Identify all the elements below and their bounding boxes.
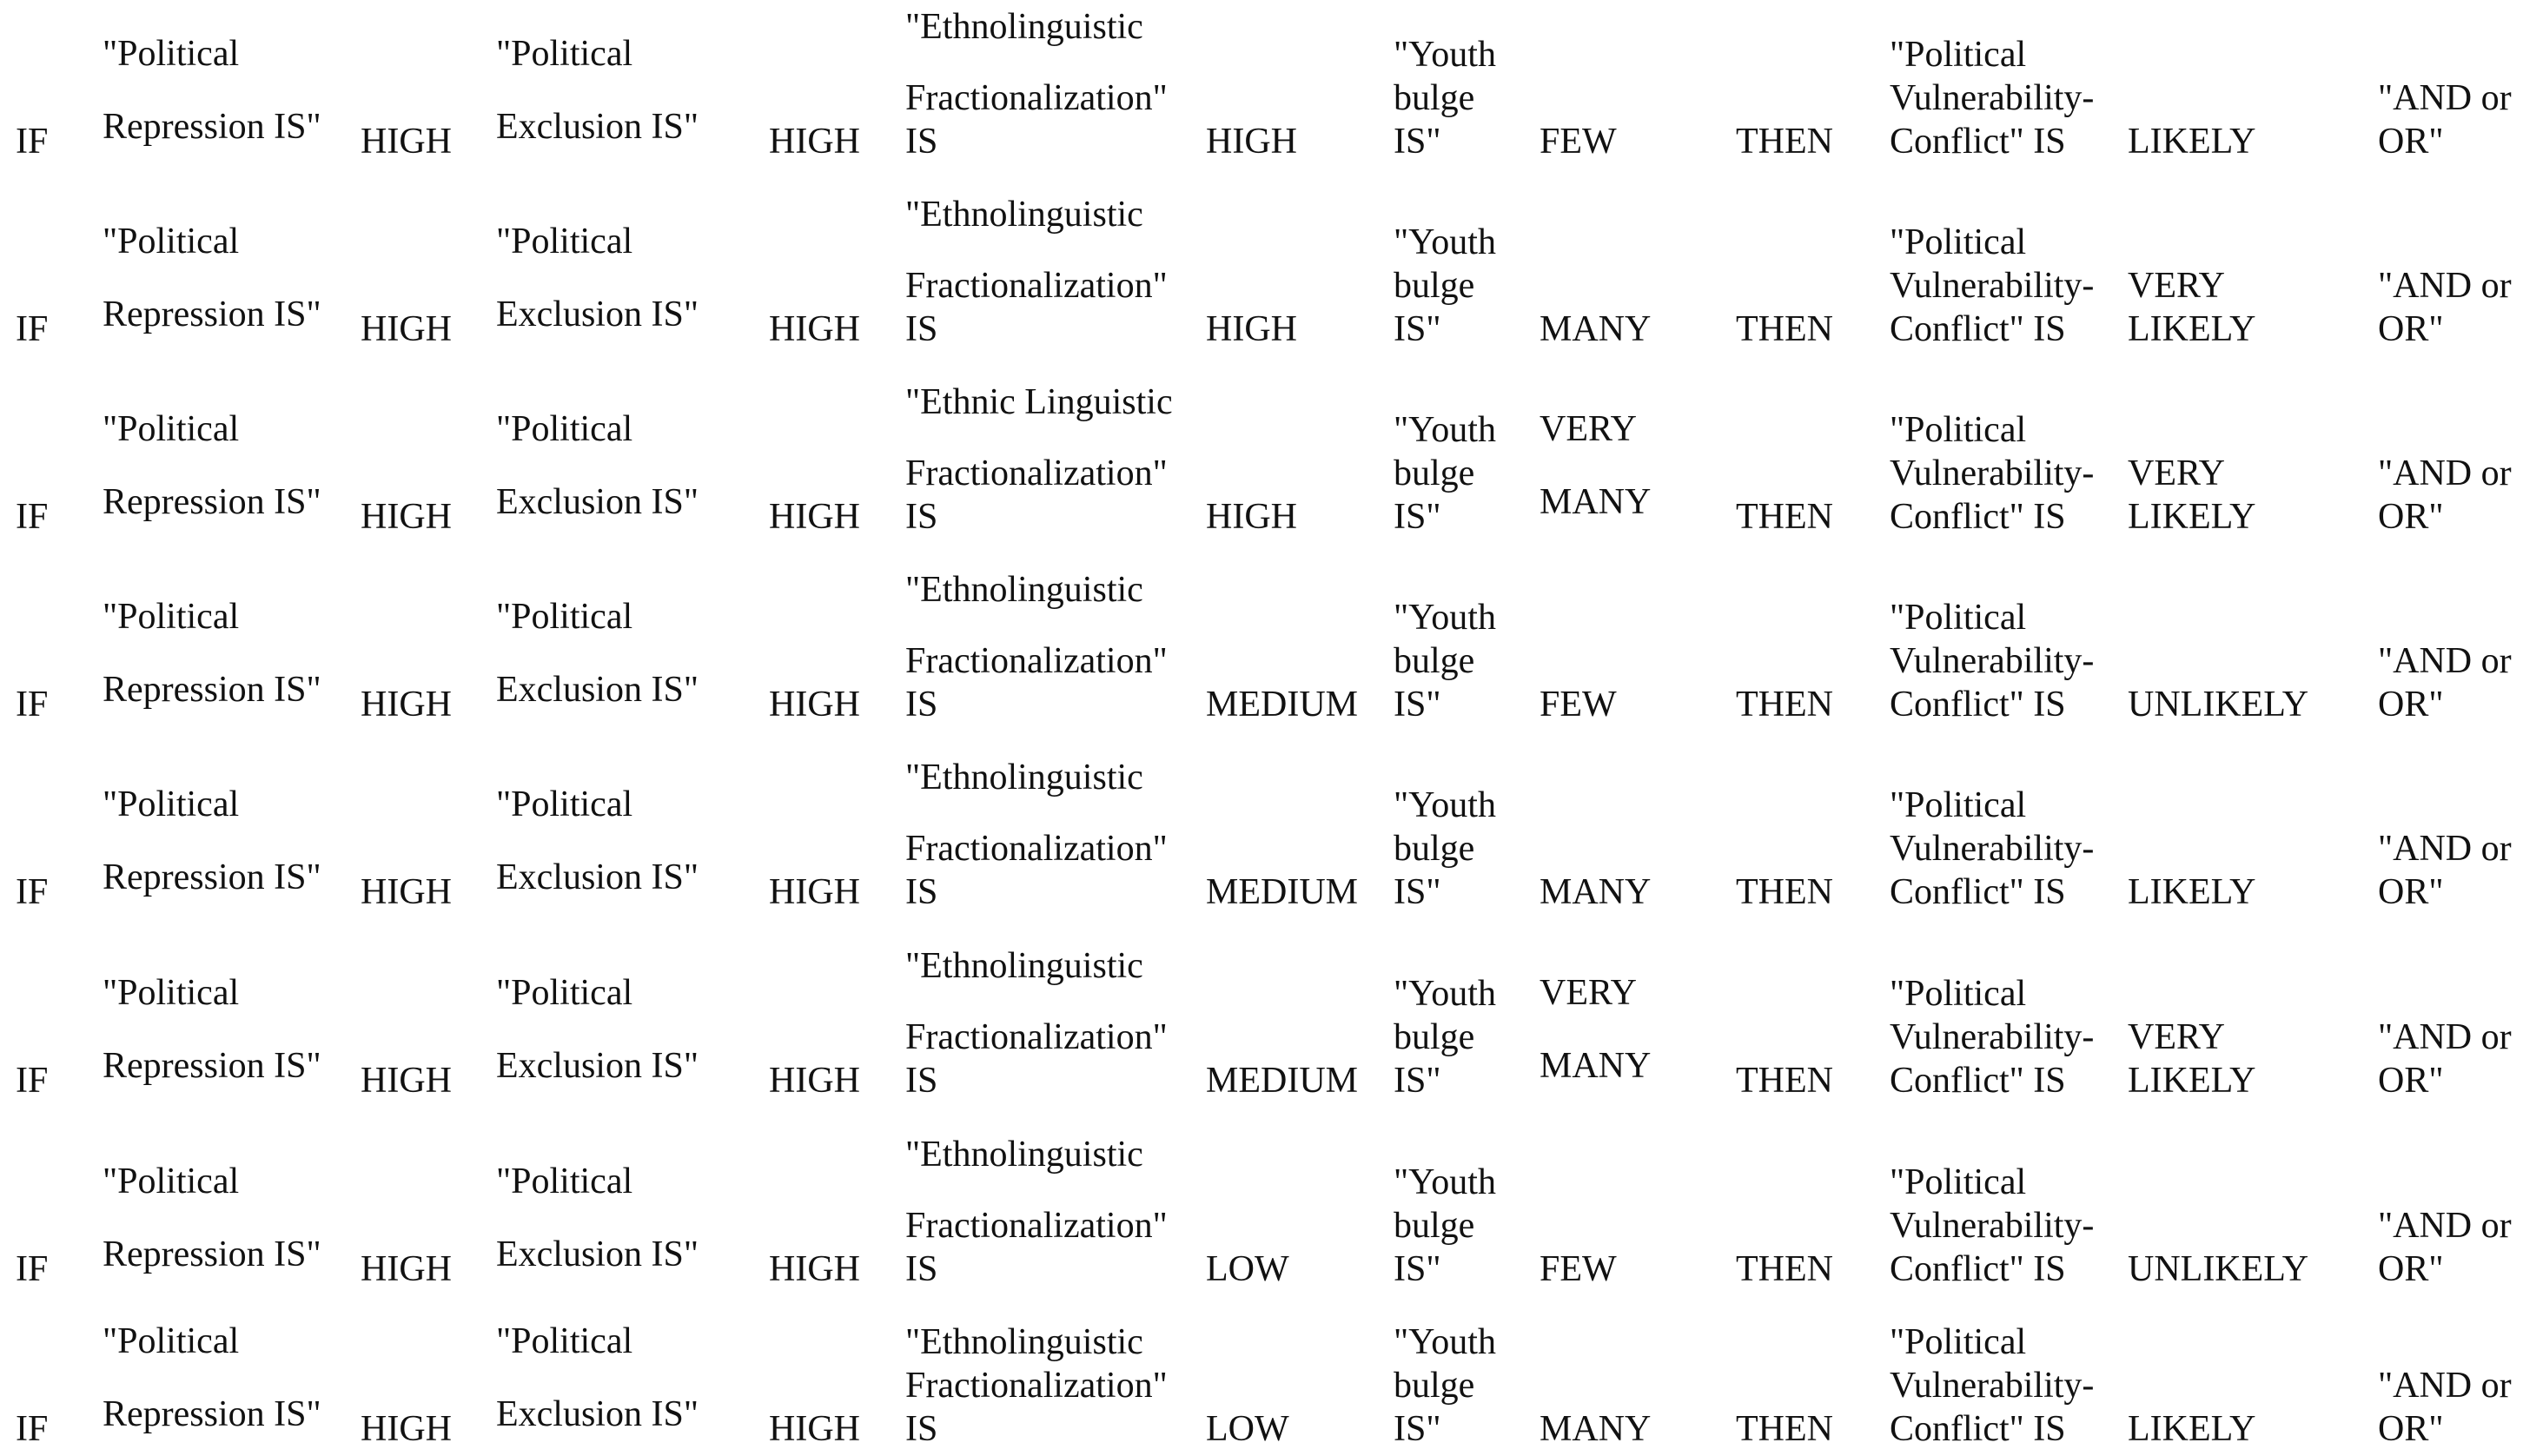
political-repression-label-line: Repression IS" [103,1234,321,1274]
then-keyword [1736,120,1833,163]
if-keyword [16,1059,48,1102]
political-vulnerability-conflict-label-line: Vulnerability- [1890,78,2095,118]
then-keyword-text: THEN [1736,1409,1833,1449]
political-repression-label-line: Repression IS" [103,670,321,710]
then-keyword [1736,495,1833,539]
youth-bulge-label-line: IS" [1394,497,1441,537]
then-keyword-text: THEN [1736,122,1833,162]
political-repression-label [103,205,321,351]
political-repression-label-line: "Political [103,222,240,261]
then-keyword [1736,1407,1833,1451]
ethnolinguistic-fractionalization-label-line: Fractionalization" [905,1206,1168,1246]
youth-bulge-label-line: "Youth [1394,222,1496,262]
ethnolinguistic-fractionalization-value-text: MEDIUM [1206,872,1358,912]
and-or-connector-line: OR" [2378,1409,2444,1449]
political-repression-label-line: Repression IS" [103,1394,321,1434]
youth-bulge-label [1394,1320,1496,1451]
political-repression-label-line: "Political [103,973,240,1013]
political-repression-value-text: HIGH [361,685,452,725]
youth-bulge-label-line: "Youth [1394,785,1496,825]
and-or-connector-line: "AND or [2378,1366,2512,1406]
ethnolinguistic-fractionalization-label [905,944,1168,1102]
political-vulnerability-conflict-label-line: "Political [1890,35,2027,75]
ethnolinguistic-fractionalization-label [905,193,1168,351]
youth-bulge-label-line: "Youth [1394,598,1496,638]
youth-bulge-label [1394,33,1496,163]
rule-row [0,1263,2523,1451]
youth-bulge-label [1394,408,1496,539]
political-vulnerability-conflict-value [2128,1407,2255,1451]
political-vulnerability-conflict-label [1890,784,2094,914]
political-exclusion-label [496,956,699,1102]
political-repression-label-line: "Political [103,1321,240,1361]
if-keyword-text: IF [16,1409,49,1449]
political-vulnerability-conflict-value-line: VERY [2128,266,2226,306]
and-or-connector [2378,264,2512,351]
political-exclusion-value [769,308,860,351]
political-vulnerability-conflict-label-line: Vulnerability- [1890,1017,2095,1057]
youth-bulge-value-line: MANY [1540,482,1652,522]
and-or-connector-line: "AND or [2378,453,2512,493]
ethnolinguistic-fractionalization-label-line: "Ethnic Linguistic [905,382,1173,422]
political-repression-label-line: Repression IS" [103,482,321,522]
political-repression-value [361,1059,452,1102]
then-keyword-text: THEN [1736,309,1833,349]
political-exclusion-label-line: "Political [496,409,633,449]
political-repression-value [361,683,452,726]
ethnolinguistic-fractionalization-label-line: "Ethnolinguistic [905,946,1143,986]
political-vulnerability-conflict-label-line: "Political [1890,410,2027,450]
youth-bulge-label-line: IS" [1394,122,1441,162]
ethnolinguistic-fractionalization-label-line: Fractionalization" [905,641,1168,681]
ethnolinguistic-fractionalization-value-text: LOW [1206,1409,1289,1449]
political-vulnerability-conflict-value-line: LIKELY [2128,497,2256,537]
political-vulnerability-conflict-label [1890,1320,2094,1451]
political-repression-label-line: "Political [103,409,240,449]
rule-row [0,351,2523,539]
youth-bulge-value-line: FEW [1540,685,1617,725]
political-exclusion-value-text: HIGH [769,872,860,912]
youth-bulge-value-line: FEW [1540,122,1617,162]
political-exclusion-value-text: HIGH [769,122,860,162]
youth-bulge-label-line: "Youth [1394,1162,1496,1202]
rule-row [0,163,2523,351]
ethnolinguistic-fractionalization-value [1206,1059,1358,1102]
political-vulnerability-conflict-value [2128,452,2255,539]
rule-row [0,726,2523,914]
ethnolinguistic-fractionalization-label-line: Fractionalization" [905,1017,1168,1057]
and-or-connector-line: OR" [2378,497,2444,537]
political-repression-label-line: "Political [103,1161,240,1201]
youth-bulge-value [1540,308,1651,351]
political-repression-value [361,308,452,351]
if-keyword-text: IF [16,122,49,162]
youth-bulge-label [1394,972,1496,1102]
political-repression-label-line: Repression IS" [103,295,321,334]
ethnolinguistic-fractionalization-value-text: HIGH [1206,122,1297,162]
political-vulnerability-conflict-value-line: VERY [2128,453,2226,493]
political-vulnerability-conflict-label-line: Conflict" IS [1890,1249,2066,1289]
ethnolinguistic-fractionalization-value [1206,870,1358,914]
ethnolinguistic-fractionalization-label-line: IS [905,1061,938,1101]
then-keyword-text: THEN [1736,497,1833,537]
ethnolinguistic-fractionalization-label-line: IS [905,1409,938,1449]
youth-bulge-label-line: IS" [1394,309,1441,349]
ethnolinguistic-fractionalization-label-line: IS [905,122,938,162]
political-exclusion-value-text: HIGH [769,1061,860,1101]
political-exclusion-label [496,580,699,726]
and-or-connector [2378,1016,2512,1102]
political-vulnerability-conflict-label-line: Vulnerability- [1890,1366,2095,1406]
political-exclusion-value [769,683,860,726]
political-exclusion-label-line: Exclusion IS" [496,295,699,334]
rule-row [0,539,2523,726]
political-vulnerability-conflict-label-line: Conflict" IS [1890,309,2066,349]
political-exclusion-value [769,120,860,163]
rule-row [0,915,2523,1102]
political-exclusion-label [496,768,699,914]
and-or-connector [2378,827,2512,914]
if-keyword-text: IF [16,872,49,912]
ethnolinguistic-fractionalization-value-text: HIGH [1206,309,1297,349]
rule-row [0,0,2523,163]
ethnolinguistic-fractionalization-label-line: "Ethnolinguistic [905,1135,1143,1175]
political-vulnerability-conflict-label [1890,33,2094,163]
political-exclusion-label [496,205,699,351]
and-or-connector [2378,1364,2512,1451]
political-exclusion-label-line: Exclusion IS" [496,857,699,897]
political-vulnerability-conflict-label-line: Vulnerability- [1890,266,2095,306]
political-exclusion-label-line: "Political [496,597,633,637]
political-exclusion-label-line: Exclusion IS" [496,107,699,147]
then-keyword [1736,683,1833,726]
youth-bulge-label-line: bulge [1394,829,1475,869]
and-or-connector [2378,76,2512,163]
if-keyword [16,1407,48,1451]
then-keyword [1736,870,1833,914]
if-keyword-text: IF [16,1061,49,1101]
and-or-connector [2378,452,2512,539]
political-repression-value-text: HIGH [361,1061,452,1101]
youth-bulge-label-line: IS" [1394,1409,1441,1449]
political-vulnerability-conflict-value-line: LIKELY [2128,1409,2256,1449]
political-repression-value-text: HIGH [361,872,452,912]
youth-bulge-value-line: FEW [1540,1249,1617,1289]
youth-bulge-label-line: bulge [1394,641,1475,681]
if-keyword [16,308,48,351]
youth-bulge-label [1394,221,1496,351]
political-vulnerability-conflict-value-line: UNLIKELY [2128,685,2309,725]
youth-bulge-label [1394,784,1496,914]
political-vulnerability-conflict-label-line: Vulnerability- [1890,829,2095,869]
and-or-connector-line: OR" [2378,1249,2444,1289]
political-vulnerability-conflict-value-line: VERY [2128,1017,2226,1057]
ethnolinguistic-fractionalization-label-line: "Ethnolinguistic [905,7,1143,47]
youth-bulge-label [1394,596,1496,726]
political-vulnerability-conflict-label-line: Vulnerability- [1890,641,2095,681]
youth-bulge-label-line: bulge [1394,1366,1475,1406]
ethnolinguistic-fractionalization-label-line: IS [905,1249,938,1289]
political-vulnerability-conflict-label-line: Vulnerability- [1890,453,2095,493]
political-exclusion-label [496,17,699,163]
and-or-connector-line: OR" [2378,309,2444,349]
political-exclusion-label-line: Exclusion IS" [496,670,699,710]
ethnolinguistic-fractionalization-value-text: LOW [1206,1249,1289,1289]
political-exclusion-value [769,1407,860,1451]
youth-bulge-label-line: IS" [1394,1249,1441,1289]
political-repression-value-text: HIGH [361,497,452,537]
youth-bulge-label-line: IS" [1394,1061,1441,1101]
ethnolinguistic-fractionalization-value-text: MEDIUM [1206,1061,1358,1101]
youth-bulge-value-line: MANY [1540,309,1652,349]
ethnolinguistic-fractionalization-label-line: "Ethnolinguistic [905,195,1143,235]
political-repression-label [103,580,321,726]
political-repression-value [361,870,452,914]
youth-bulge-value [1540,120,1617,163]
political-repression-value-text: HIGH [361,1409,452,1449]
ethnolinguistic-fractionalization-value [1206,120,1297,163]
political-repression-value [361,495,452,539]
if-keyword-text: IF [16,497,49,537]
and-or-connector-line: "AND or [2378,641,2512,681]
if-keyword [16,683,48,726]
youth-bulge-value-line: MANY [1540,872,1652,912]
political-repression-label [103,956,321,1102]
ethnolinguistic-fractionalization-label-line: Fractionalization" [905,266,1168,306]
political-exclusion-value [769,870,860,914]
political-repression-label-line: Repression IS" [103,1046,321,1086]
political-vulnerability-conflict-label-line: Conflict" IS [1890,1061,2066,1101]
political-exclusion-label-line: Exclusion IS" [496,1234,699,1274]
political-exclusion-label-line: Exclusion IS" [496,1394,699,1434]
ethnolinguistic-fractionalization-label-line: IS [905,685,938,725]
political-exclusion-label-line: "Political [496,973,633,1013]
political-vulnerability-conflict-label [1890,596,2094,726]
political-repression-value-text: HIGH [361,1249,452,1289]
youth-bulge-label-line: bulge [1394,1017,1475,1057]
political-vulnerability-conflict-label-line: Conflict" IS [1890,122,2066,162]
ethnolinguistic-fractionalization-label-line: IS [905,872,938,912]
youth-bulge-value-line: VERY [1540,409,1638,449]
youth-bulge-label-line: IS" [1394,685,1441,725]
political-exclusion-value-text: HIGH [769,309,860,349]
political-repression-label [103,17,321,163]
political-vulnerability-conflict-label-line: Conflict" IS [1890,685,2066,725]
if-keyword [16,870,48,914]
ethnolinguistic-fractionalization-label-line: Fractionalization" [905,829,1168,869]
youth-bulge-value [1540,870,1651,914]
then-keyword [1736,1059,1833,1102]
political-vulnerability-conflict-label [1890,221,2094,351]
youth-bulge-value [1540,1407,1651,1451]
if-keyword-text: IF [16,685,49,725]
political-repression-value-text: HIGH [361,122,452,162]
then-keyword-text: THEN [1736,685,1833,725]
political-exclusion-value-text: HIGH [769,1409,860,1449]
ethnolinguistic-fractionalization-value [1206,1407,1289,1451]
political-exclusion-label [496,1305,699,1451]
if-keyword-text: IF [16,1249,49,1289]
political-repression-label [103,1305,321,1451]
youth-bulge-label-line: "Youth [1394,35,1496,75]
youth-bulge-label-line: "Youth [1394,410,1496,450]
political-exclusion-label-line: "Political [496,1161,633,1201]
political-exclusion-label-line: "Political [496,784,633,824]
then-keyword-text: THEN [1736,1249,1833,1289]
ethnolinguistic-fractionalization-label-line: IS [905,497,938,537]
political-repression-value [361,120,452,163]
political-vulnerability-conflict-label [1890,408,2094,539]
youth-bulge-label-line: bulge [1394,1206,1475,1246]
political-vulnerability-conflict-label-line: "Political [1890,598,2027,638]
political-vulnerability-conflict-label-line: Conflict" IS [1890,1409,2066,1449]
youth-bulge-value-line: VERY [1540,973,1638,1013]
if-keyword-text: IF [16,309,49,349]
ethnolinguistic-fractionalization-label-line: Fractionalization" [905,78,1168,118]
ethnolinguistic-fractionalization-label [905,381,1173,539]
ethnolinguistic-fractionalization-value [1206,495,1297,539]
youth-bulge-value [1540,956,1651,1102]
political-vulnerability-conflict-value-line: UNLIKELY [2128,1249,2309,1289]
political-repression-label-line: "Political [103,597,240,637]
ethnolinguistic-fractionalization-label [905,568,1168,726]
then-keyword-text: THEN [1736,872,1833,912]
ethnolinguistic-fractionalization-value [1206,683,1358,726]
youth-bulge-value [1540,683,1617,726]
political-vulnerability-conflict-label-line: Conflict" IS [1890,872,2066,912]
political-vulnerability-conflict-value [2128,870,2255,914]
political-vulnerability-conflict-value-line: LIKELY [2128,1061,2256,1101]
political-repression-value-text: HIGH [361,309,452,349]
political-repression-value [361,1407,452,1451]
ethnolinguistic-fractionalization-label-line: "Ethnolinguistic [905,758,1143,797]
ethnolinguistic-fractionalization-label [905,1320,1168,1451]
and-or-connector-line: "AND or [2378,78,2512,118]
political-exclusion-value-text: HIGH [769,685,860,725]
then-keyword [1736,308,1833,351]
political-vulnerability-conflict-label-line: "Political [1890,222,2027,262]
ethnolinguistic-fractionalization-label-line: Fractionalization" [905,1366,1168,1406]
ethnolinguistic-fractionalization-label [905,5,1168,163]
political-repression-label-line: "Political [103,784,240,824]
political-repression-label-line: "Political [103,34,240,74]
youth-bulge-value-line: MANY [1540,1409,1652,1449]
political-vulnerability-conflict-label-line: Conflict" IS [1890,497,2066,537]
youth-bulge-value-line: MANY [1540,1046,1652,1086]
and-or-connector-line: OR" [2378,872,2444,912]
and-or-connector-line: "AND or [2378,266,2512,306]
political-vulnerability-conflict-value [2128,264,2255,351]
political-exclusion-label-line: Exclusion IS" [496,482,699,522]
political-exclusion-label [496,393,699,539]
youth-bulge-value [1540,393,1651,539]
and-or-connector-line: OR" [2378,122,2444,162]
and-or-connector-line: OR" [2378,1061,2444,1101]
political-repression-label [103,768,321,914]
political-vulnerability-conflict-value [2128,683,2308,726]
political-vulnerability-conflict-value [2128,120,2255,163]
ethnolinguistic-fractionalization-label-line: Fractionalization" [905,453,1168,493]
political-vulnerability-conflict-label [1890,972,2094,1102]
political-vulnerability-conflict-value-line: LIKELY [2128,872,2256,912]
political-vulnerability-conflict-label-line: "Political [1890,1162,2027,1202]
political-vulnerability-conflict-label-line: "Political [1890,785,2027,825]
and-or-connector-line: "AND or [2378,1206,2512,1246]
political-exclusion-value-text: HIGH [769,497,860,537]
if-keyword [16,120,48,163]
and-or-connector-line: "AND or [2378,1017,2512,1057]
ethnolinguistic-fractionalization-value-text: HIGH [1206,497,1297,537]
ethnolinguistic-fractionalization-label-line: "Ethnolinguistic [905,570,1143,610]
and-or-connector-line: OR" [2378,685,2444,725]
youth-bulge-label-line: IS" [1394,872,1441,912]
political-vulnerability-conflict-value [2128,1016,2255,1102]
political-vulnerability-conflict-label-line: "Political [1890,1322,2027,1362]
ethnolinguistic-fractionalization-label-line: IS [905,309,938,349]
political-vulnerability-conflict-value-line: LIKELY [2128,309,2256,349]
youth-bulge-label-line: "Youth [1394,974,1496,1014]
political-exclusion-label-line: Exclusion IS" [496,1046,699,1086]
political-vulnerability-conflict-value-line: LIKELY [2128,122,2256,162]
and-or-connector [2378,639,2512,726]
political-vulnerability-conflict-label-line: Vulnerability- [1890,1206,2095,1246]
if-keyword [16,495,48,539]
political-exclusion-label-line: "Political [496,1321,633,1361]
political-vulnerability-conflict-label-line: "Political [1890,974,2027,1014]
youth-bulge-label-line: bulge [1394,453,1475,493]
political-exclusion-value [769,495,860,539]
political-repression-label-line: Repression IS" [103,107,321,147]
and-or-connector-line: "AND or [2378,829,2512,869]
political-exclusion-value-text: HIGH [769,1249,860,1289]
youth-bulge-label-line: bulge [1394,78,1475,118]
youth-bulge-label-line: "Youth [1394,1322,1496,1362]
then-keyword-text: THEN [1736,1061,1833,1101]
political-exclusion-label-line: "Political [496,222,633,261]
political-repression-label-line: Repression IS" [103,857,321,897]
ethnolinguistic-fractionalization-value [1206,308,1297,351]
political-exclusion-value [769,1059,860,1102]
ethnolinguistic-fractionalization-label [905,756,1168,914]
ethnolinguistic-fractionalization-value-text: MEDIUM [1206,685,1358,725]
ethnolinguistic-fractionalization-label-line: "Ethnolinguistic [905,1322,1143,1362]
youth-bulge-label-line: bulge [1394,266,1475,306]
political-exclusion-label-line: "Political [496,34,633,74]
political-repression-label [103,393,321,539]
